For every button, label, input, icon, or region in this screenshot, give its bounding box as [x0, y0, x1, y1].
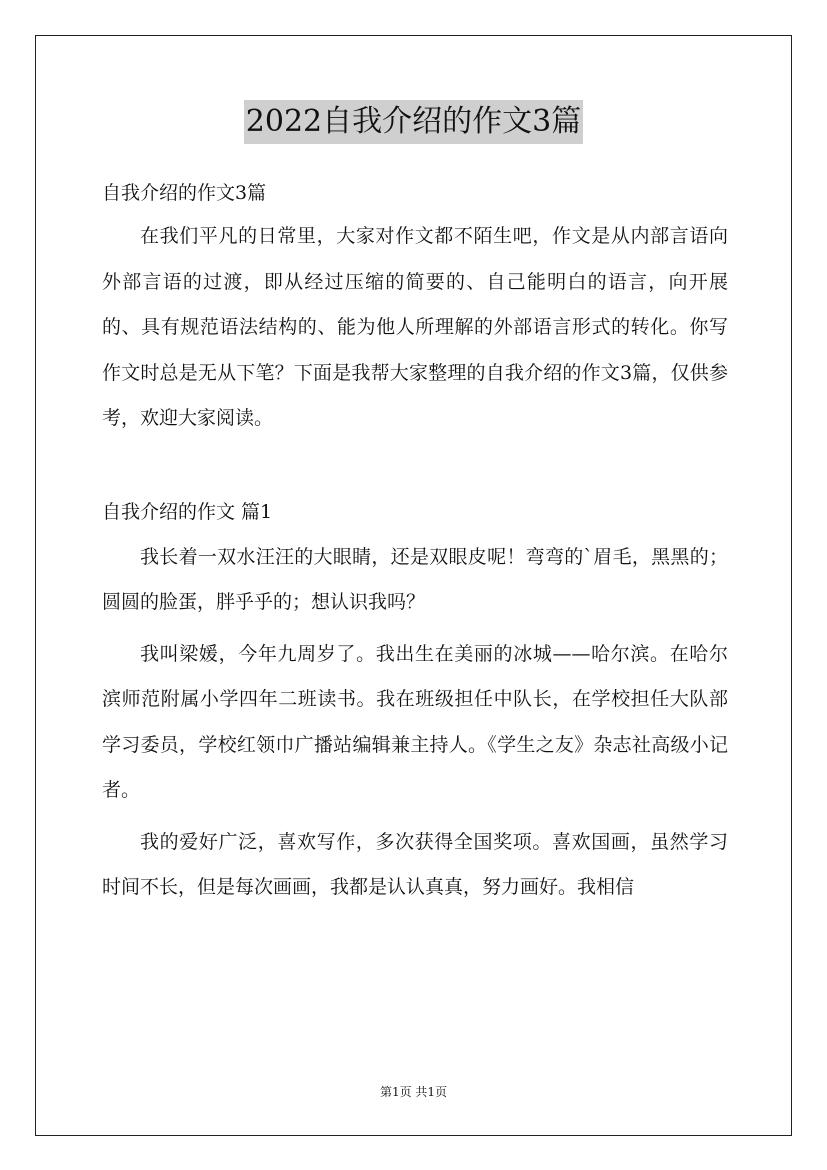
- section-paragraph: 我叫梁媛，今年九周岁了。我出生在美丽的冰城——哈尔滨。在哈尔滨师范附属小学四年二班读书。我在班级担任中队长，在学校担任大队部学习委员，学校红领巾广播站编辑兼主持人。《学生之友》杂志社高级小记者。: [102, 642, 728, 801]
- intro-paragraph: 在我们平凡的日常里，大家对作文都不陌生吧，作文是从内部言语向外部言语的过渡，即从经过压缩的简要的、自己能明白的语言，向开展的、具有规范语法结构的、能为他人所理解的外部语言形式的转化。你写作文时总是无从下笔？下面是我帮大家整理的自我介绍的作文3篇，仅供参考，欢迎大家阅读。: [102, 225, 728, 429]
- document-title: 2022自我介绍的作文3篇: [244, 100, 583, 144]
- section-title: 自我介绍的作文 篇1: [102, 500, 273, 523]
- title-container: [0, 100, 827, 144]
- document-subtitle: 自我介绍的作文3篇: [102, 182, 267, 204]
- section-paragraph: 我长着一双水汪汪的大眼睛，还是双眼皮呢！弯弯的`眉毛，黑黑的；圆圆的脸蛋，胖乎乎的；想认识我吗？: [102, 545, 728, 613]
- section-gap: [102, 442, 728, 490]
- page-footer: 第1页 共1页: [379, 1085, 448, 1099]
- document-body: [102, 172, 728, 911]
- section-paragraph: 我的爱好广泛，喜欢写作，多次获得全国奖项。喜欢国画，虽然学习时间不长，但是每次画画，我都是认认真真，努力画好。我相信: [102, 830, 728, 898]
